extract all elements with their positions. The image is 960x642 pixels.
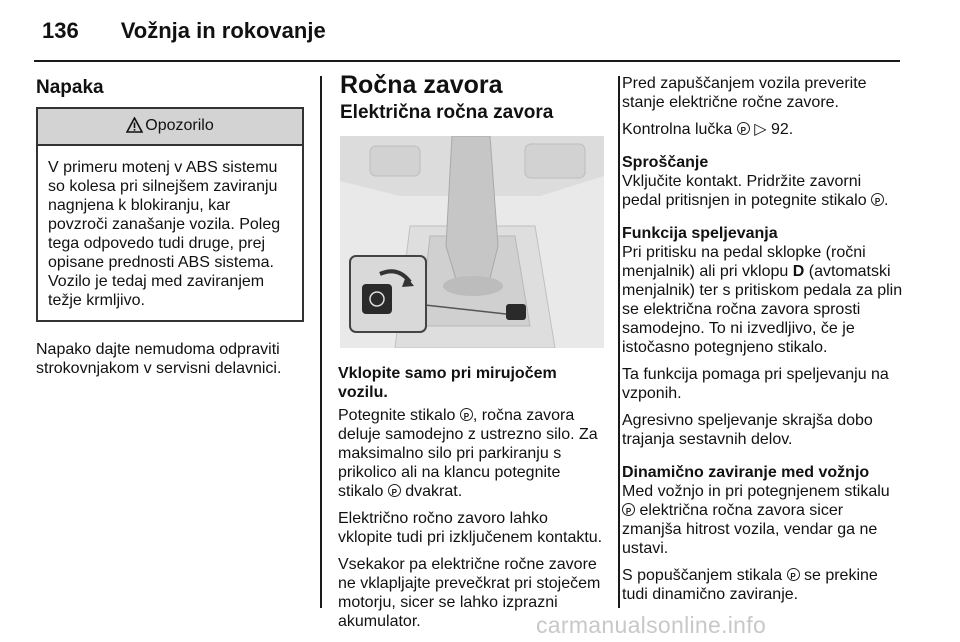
section-speljevanje: Funkcija speljevanja Pri pritisku na pedal sklopke (ročni menjalnik) ali pri vklopu D (avtomatski menjalnik) ter s pritiskom pedala za plin se električna ročna zavora sprosti samodejno. To ni izvedljivo, če je istočasno potegnjeno stikalo.: [622, 225, 903, 356]
parking-brake-icon: [871, 193, 884, 206]
paragraph-agresivno: Agresivno speljevanje skrajša dobo trajanja sestavnih delov.: [622, 412, 873, 448]
bold-warning-line: Vklopite samo pri mirujočem vozilu.: [338, 365, 557, 401]
column-divider-1: [320, 76, 322, 608]
page-ref-icon: ▷: [754, 121, 767, 138]
paragraph-indicator: Kontrolna lučka P ▷ 92.: [622, 120, 904, 139]
column-1: [36, 74, 304, 386]
section-dinamicno: Dinamično zaviranje med vožnjo Med vožnjo in pri potegnjenem stikalu P električna ročna zavora sicer zmanjša hitrost vozila, vendar ga ne ustavi.: [622, 463, 904, 558]
heading-sproscanje: Sproščanje: [622, 154, 709, 171]
warning-title-text: Opozorilo: [145, 117, 214, 134]
watermark: carmanualsonline.info: [536, 612, 767, 638]
header-rule: [34, 60, 900, 62]
subsection-title: Električna ročna zavora: [340, 102, 554, 123]
section-title-rocna-zavora: Ročna zavora: [340, 71, 503, 99]
heading-speljevanje: Funkcija speljevanja: [622, 225, 778, 242]
warning-box: [36, 107, 304, 322]
paragraph-2: Električno ročno zavoro lahko vklopite tudi pri izključenem kontaktu.: [338, 510, 603, 546]
parking-brake-icon: [787, 568, 800, 581]
paragraph-1: Potegnite stikalo P, ročna zavora deluje samodejno z ustrezno silo. Za maksimalno silo pri parkiranju s prikolico ali na klancu potegnite stikalo P dvakrat.: [338, 406, 604, 501]
column-divider-2: [618, 76, 620, 608]
paragraph-3: Vsekakor pa električne ročne zavore ne vklapljajte prevečkrat pri stoječem motorju, sicer se lahko izprazni akumulator.: [338, 556, 601, 630]
parking-brake-icon: [737, 122, 750, 135]
warning-title: [38, 109, 302, 146]
parking-brake-icon: [622, 503, 635, 516]
warning-text: V primeru motenj v ABS sistemu so kolesa pri silnejšem zaviranju nagnjena k blokiranju, kar povzroči zanašanje vozila. Poleg tega odpovedo tudi druge, prej opisane prednosti ABS sistema. Vozilo je tedaj med zaviranjem težje krmljivo.: [48, 159, 281, 309]
warning-triangle-icon: [126, 117, 143, 138]
column-3: [622, 74, 904, 612]
note-text: Napako dajte nemudoma odpraviti strokovnjakom v servisni delavnici.: [36, 341, 282, 377]
paragraph-vzponi: Ta funkcija pomaga pri speljevanju na vzponih.: [622, 366, 889, 402]
heading-dinamicno: Dinamično zaviranje med vožnjo: [622, 464, 870, 481]
parking-brake-icon: [388, 484, 401, 497]
parking-brake-icon: [460, 408, 473, 421]
column-2: [338, 71, 604, 639]
section-sproscanje: Sproščanje Vključite kontakt. Pridržite zavorni pedal pritisnjen in potegnite stikalo P.: [622, 153, 904, 210]
paragraph-popuscanje: S popuščanjem stikala P se prekine tudi dinamično zaviranje.: [622, 566, 904, 604]
parking-brake-switch-illustration: [340, 136, 604, 348]
page-number: 136: [42, 18, 79, 43]
paragraph-check: Pred zapuščanjem vozila preverite stanje električne ročne zavore.: [622, 75, 867, 111]
section-title-napaka: Napaka: [36, 77, 104, 98]
page-header: [42, 18, 326, 44]
chapter-title: Vožnja in rokovanje: [120, 18, 326, 43]
